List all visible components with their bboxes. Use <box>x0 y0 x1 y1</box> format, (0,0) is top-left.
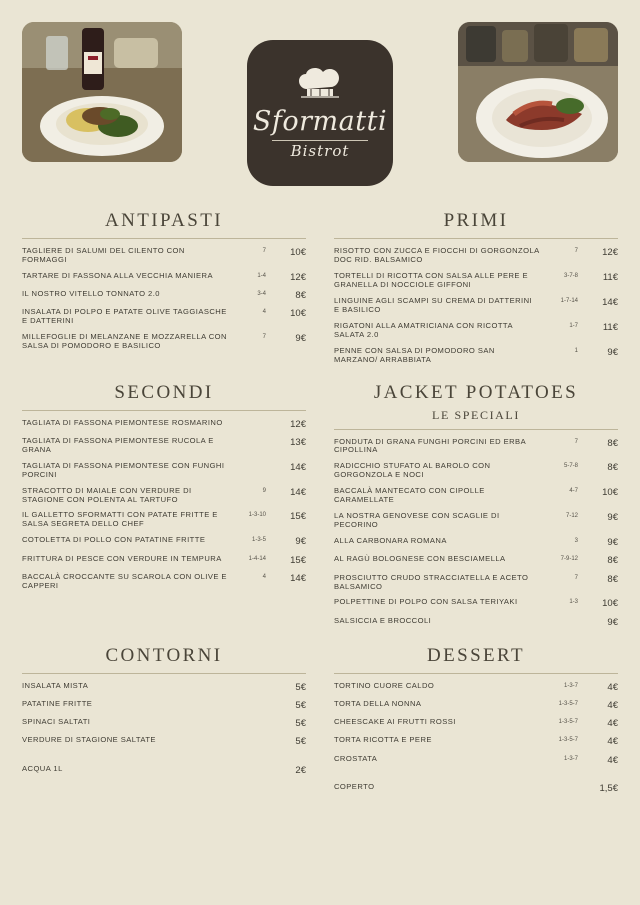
item-list-antipasti <box>22 247 306 351</box>
item-allergens <box>232 462 272 463</box>
item-allergens: 5-7-8 <box>563 463 578 470</box>
item-name: TAGLIATA DI FASSONA PIEMONTESE RUCOLA E GRANA <box>22 435 214 454</box>
item-price: 14€ <box>290 572 306 584</box>
item-allergens: 1-3-5 <box>251 537 266 544</box>
item-allergens: 1-7-14 <box>560 297 578 304</box>
item-price: 13€ <box>290 436 306 448</box>
item-price: 15€ <box>290 554 306 566</box>
item-price: 4€ <box>607 681 618 693</box>
item-allergens: 7 <box>262 248 266 254</box>
item-price: 9€ <box>295 333 306 345</box>
item-price: 12€ <box>290 271 306 283</box>
section-title-dessert: DESSERT <box>426 644 525 666</box>
divider <box>22 673 306 674</box>
menu-item <box>22 765 306 776</box>
item-name: RIGATONI ALLA AMATRICIANA CON RICOTTA SALATA 2.0 <box>334 320 513 339</box>
spacer <box>334 773 618 783</box>
item-list-jacket-potatoes <box>334 438 618 628</box>
item-allergens <box>544 617 584 618</box>
item-name: TORTA DELLA NONNA <box>334 699 422 709</box>
item-name: TARTARE DI FASSONA ALLA VECCHIA MANIERA <box>22 270 213 280</box>
menu-item <box>22 290 306 301</box>
menu-item <box>334 438 618 456</box>
item-price: 15€ <box>290 511 306 523</box>
item-price: 5€ <box>295 736 306 748</box>
section-dessert <box>320 635 618 801</box>
item-price: 4€ <box>607 736 618 748</box>
item-name: TAGLIATA DI FASSONA PIEMONTESE ROSMARINO <box>22 417 223 427</box>
item-price: 5€ <box>295 681 306 693</box>
menu-item-coperto <box>334 783 618 794</box>
item-price: 9€ <box>607 512 618 524</box>
item-list-contorni <box>22 682 306 776</box>
item-price: 9€ <box>607 537 618 549</box>
menu-item <box>334 537 618 548</box>
item-allergens: 1-3-5-7 <box>558 719 578 726</box>
item-name: PENNE CON SALSA DI POMODORO SAN MARZANO/ ARRABBIATA <box>334 345 495 364</box>
item-price: 8€ <box>607 555 618 567</box>
item-allergens: 1-3 <box>569 599 578 606</box>
item-price: 8€ <box>607 462 618 474</box>
item-allergens: 3-4 <box>257 291 266 298</box>
menu-item <box>334 598 618 609</box>
item-allergens: 3 <box>574 538 578 545</box>
section-contorni <box>22 635 320 801</box>
spacer <box>22 755 306 765</box>
item-name: VERDURE DI STAGIONE SALTATE <box>22 735 156 745</box>
item-allergens: 4-7 <box>569 488 578 495</box>
menu-item <box>334 555 618 566</box>
item-price: 9€ <box>607 346 618 358</box>
item-name: POLPETTINE DI POLPO CON SALSA TERIYAKI <box>334 597 518 607</box>
section-subtitle-jacket-potatoes: LE SPECIALI <box>432 407 520 422</box>
dish-photo-left <box>22 22 182 162</box>
logo-divider <box>272 140 368 141</box>
item-allergens: 1-3-7 <box>563 755 578 762</box>
item-name: CROSTATA <box>334 753 378 763</box>
menu-item <box>22 308 306 326</box>
item-name: FONDUTA DI GRANA FUNGHI PORCINI ED ERBA CIPOLLINA <box>334 436 526 455</box>
item-price: 2€ <box>295 764 306 776</box>
menu-item <box>334 347 618 365</box>
menu-item <box>22 333 306 351</box>
item-name: LA NOSTRA GENOVESE CON SCAGLIE DI PECORINO <box>334 511 500 530</box>
menu-item <box>22 700 306 711</box>
item-price: 10€ <box>602 487 618 499</box>
item-name: IL NOSTRO VITELLO TONNATO 2.0 <box>22 289 160 299</box>
menu-item <box>334 700 618 711</box>
section-title-primi: PRIMI <box>443 210 509 231</box>
section-title-secondi: SECONDI <box>114 381 214 403</box>
menu-item <box>334 272 618 290</box>
item-name: COTOLETTA DI POLLO CON PATATINE FRITTE <box>22 535 206 545</box>
section-secondi <box>22 372 320 635</box>
item-name: STRACOTTO DI MAIALE CON VERDURE DI STAGIONE CON POLENTA AL TARTUFO <box>22 485 192 504</box>
item-name: ALLA CARBONARA ROMANA <box>334 536 447 546</box>
item-allergens: 7-12 <box>565 513 578 520</box>
item-allergens: 9 <box>262 487 266 494</box>
menu-item <box>334 322 618 340</box>
item-price: 14€ <box>290 461 306 473</box>
section-title-jacket-potatoes: JACKET POTATOES <box>373 381 579 403</box>
item-name: TAGLIERE DI SALUMI DEL CILENTO CON FORMAGGI <box>22 246 185 264</box>
item-allergens <box>544 783 584 784</box>
section-title-contorni: CONTORNI <box>105 644 223 666</box>
item-allergens: 1-4 <box>257 272 266 279</box>
item-name: SPINACI SALTATI <box>22 717 91 727</box>
item-allergens: 3-7-8 <box>563 272 578 279</box>
item-allergens <box>232 700 272 701</box>
item-name: BACCALÀ MANTECATO CON CIPOLLE CARAMELLATE <box>334 486 485 505</box>
menu-item <box>22 736 306 747</box>
item-name: TORTINO CUORE CALDO <box>334 680 435 690</box>
divider <box>334 673 618 674</box>
menu-item <box>22 462 306 480</box>
item-name: BACCALÀ CROCCANTE SU SCAROLA CON OLIVE E CAPPERI <box>22 571 227 590</box>
section-row-2 <box>0 372 640 635</box>
item-allergens: 4 <box>262 309 266 316</box>
item-name: ACQUA 1L <box>22 763 63 773</box>
item-price: 12€ <box>602 247 618 258</box>
item-price: 5€ <box>295 700 306 712</box>
dish-photo-right <box>458 22 618 162</box>
logo-name: Sformatti <box>252 106 388 137</box>
item-price: 4€ <box>607 754 618 766</box>
item-price: 8€ <box>607 573 618 585</box>
section-primi <box>320 200 618 372</box>
item-name: FRITTURA DI PESCE CON VERDURE IN TEMPURA <box>22 553 222 563</box>
item-price: 14€ <box>602 296 618 308</box>
item-name: IL GALLETTO SFORMATTI CON PATATE FRITTE E SALSA SEGRETA DELLO CHEF <box>22 510 218 529</box>
item-name: COPERTO <box>334 781 375 791</box>
item-name: INSALATA MISTA <box>22 680 89 690</box>
item-allergens <box>232 765 272 766</box>
item-price: 9€ <box>607 616 618 628</box>
restaurant-logo <box>247 40 393 186</box>
item-name: PATATINE FRITTE <box>22 699 93 709</box>
item-allergens: 7 <box>574 248 578 254</box>
menu-item <box>22 718 306 729</box>
item-price: 10€ <box>290 247 306 258</box>
menu-item <box>334 247 618 265</box>
divider <box>22 238 306 239</box>
menu-item <box>22 511 306 529</box>
item-allergens <box>232 718 272 719</box>
menu-item <box>334 462 618 480</box>
item-allergens: 1-4-14 <box>248 555 266 562</box>
divider <box>22 410 306 411</box>
item-price: 11€ <box>602 321 618 333</box>
item-name: INSALATA DI POLPO E PATATE OLIVE TAGGIASCHE E DATTERINI <box>22 307 227 326</box>
item-price: 4€ <box>607 700 618 712</box>
item-price: 1,5€ <box>599 782 618 794</box>
item-name: RISOTTO CON ZUCCA E FIOCCHI DI GORGONZOLA DOC RID. BALSAMICO <box>334 246 540 264</box>
menu-item <box>334 297 618 315</box>
item-allergens <box>232 419 272 420</box>
item-allergens: 1 <box>574 347 578 354</box>
item-list-secondi <box>22 419 306 591</box>
divider <box>334 429 618 430</box>
menu-item <box>334 718 618 729</box>
menu-item <box>22 487 306 505</box>
item-allergens: 7 <box>574 574 578 581</box>
logo-subtitle: Bistrot <box>290 142 350 160</box>
item-allergens: 1-7 <box>569 322 578 329</box>
item-name: PROSCIUTTO CRUDO STRACCIATELLA E ACETO BALSAMICO <box>334 572 529 591</box>
menu-item <box>334 736 618 747</box>
menu-item <box>334 487 618 505</box>
item-allergens <box>232 682 272 683</box>
item-price: 11€ <box>602 271 618 283</box>
item-name: RADICCHIO STUFATO AL BAROLO CON GORGONZOLA E NOCI <box>334 461 491 480</box>
menu-item <box>22 419 306 430</box>
item-name: MILLEFOGLIE DI MELANZANE E MOZZARELLA CON SALSA DI POMODORO E BASILICO <box>22 332 227 351</box>
item-allergens: 1-3-5-7 <box>558 701 578 708</box>
item-allergens: 7 <box>574 438 578 445</box>
menu-item <box>334 682 618 693</box>
item-allergens: 1-3-5-7 <box>558 737 578 744</box>
item-name: TAGLIATA DI FASSONA PIEMONTESE CON FUNGHI PORCINI <box>22 460 225 479</box>
menu-item <box>22 247 306 265</box>
item-price: 4€ <box>607 718 618 730</box>
section-antipasti <box>22 200 320 372</box>
item-allergens: 7-9-12 <box>560 556 578 563</box>
item-allergens: 4 <box>262 573 266 580</box>
item-allergens: 1-3-10 <box>248 512 266 519</box>
section-title-antipasti: ANTIPASTI <box>104 210 224 231</box>
menu-item <box>22 272 306 283</box>
item-name: TORTA RICOTTA E PERE <box>334 735 432 745</box>
menu-item <box>22 682 306 693</box>
item-list-primi <box>334 247 618 365</box>
item-allergens: 7 <box>262 334 266 341</box>
item-price: 9€ <box>295 536 306 548</box>
menu-header <box>0 0 640 200</box>
item-allergens <box>232 736 272 737</box>
item-price: 12€ <box>290 418 306 430</box>
section-row-3 <box>0 635 640 801</box>
item-allergens: 1-3-7 <box>563 682 578 689</box>
item-name: TORTELLI DI RICOTTA CON SALSA ALLE PERE E GRANELLA DI NOCCIOLE GIFFONI <box>334 270 529 289</box>
item-price: 8€ <box>295 290 306 302</box>
menu-item <box>334 617 618 628</box>
item-price: 5€ <box>295 718 306 730</box>
menu-item <box>22 573 306 591</box>
item-name: CHEESCAKE AI FRUTTI ROSSI <box>334 717 456 727</box>
item-price: 14€ <box>290 486 306 498</box>
item-price: 8€ <box>607 437 618 449</box>
menu-item <box>22 555 306 566</box>
menu-item <box>334 512 618 530</box>
divider <box>334 238 618 239</box>
menu-item <box>22 536 306 547</box>
item-name: SALSICCIA E BROCCOLI <box>334 615 432 625</box>
item-name: AL RAGÙ BOLOGNESE CON BESCIAMELLA <box>334 554 506 564</box>
section-row-1 <box>0 200 640 372</box>
item-name: LINGUINE AGLI SCAMPI SU CREMA DI DATTERINI E BASILICO <box>334 295 533 314</box>
item-price: 10€ <box>290 308 306 320</box>
chef-hat-icon <box>297 67 343 106</box>
section-jacket-potatoes <box>320 372 618 635</box>
item-allergens <box>232 437 272 438</box>
menu-item <box>334 755 618 766</box>
menu-item <box>22 437 306 455</box>
item-price: 10€ <box>602 598 618 610</box>
item-list-dessert <box>334 682 618 794</box>
menu-item <box>334 574 618 592</box>
